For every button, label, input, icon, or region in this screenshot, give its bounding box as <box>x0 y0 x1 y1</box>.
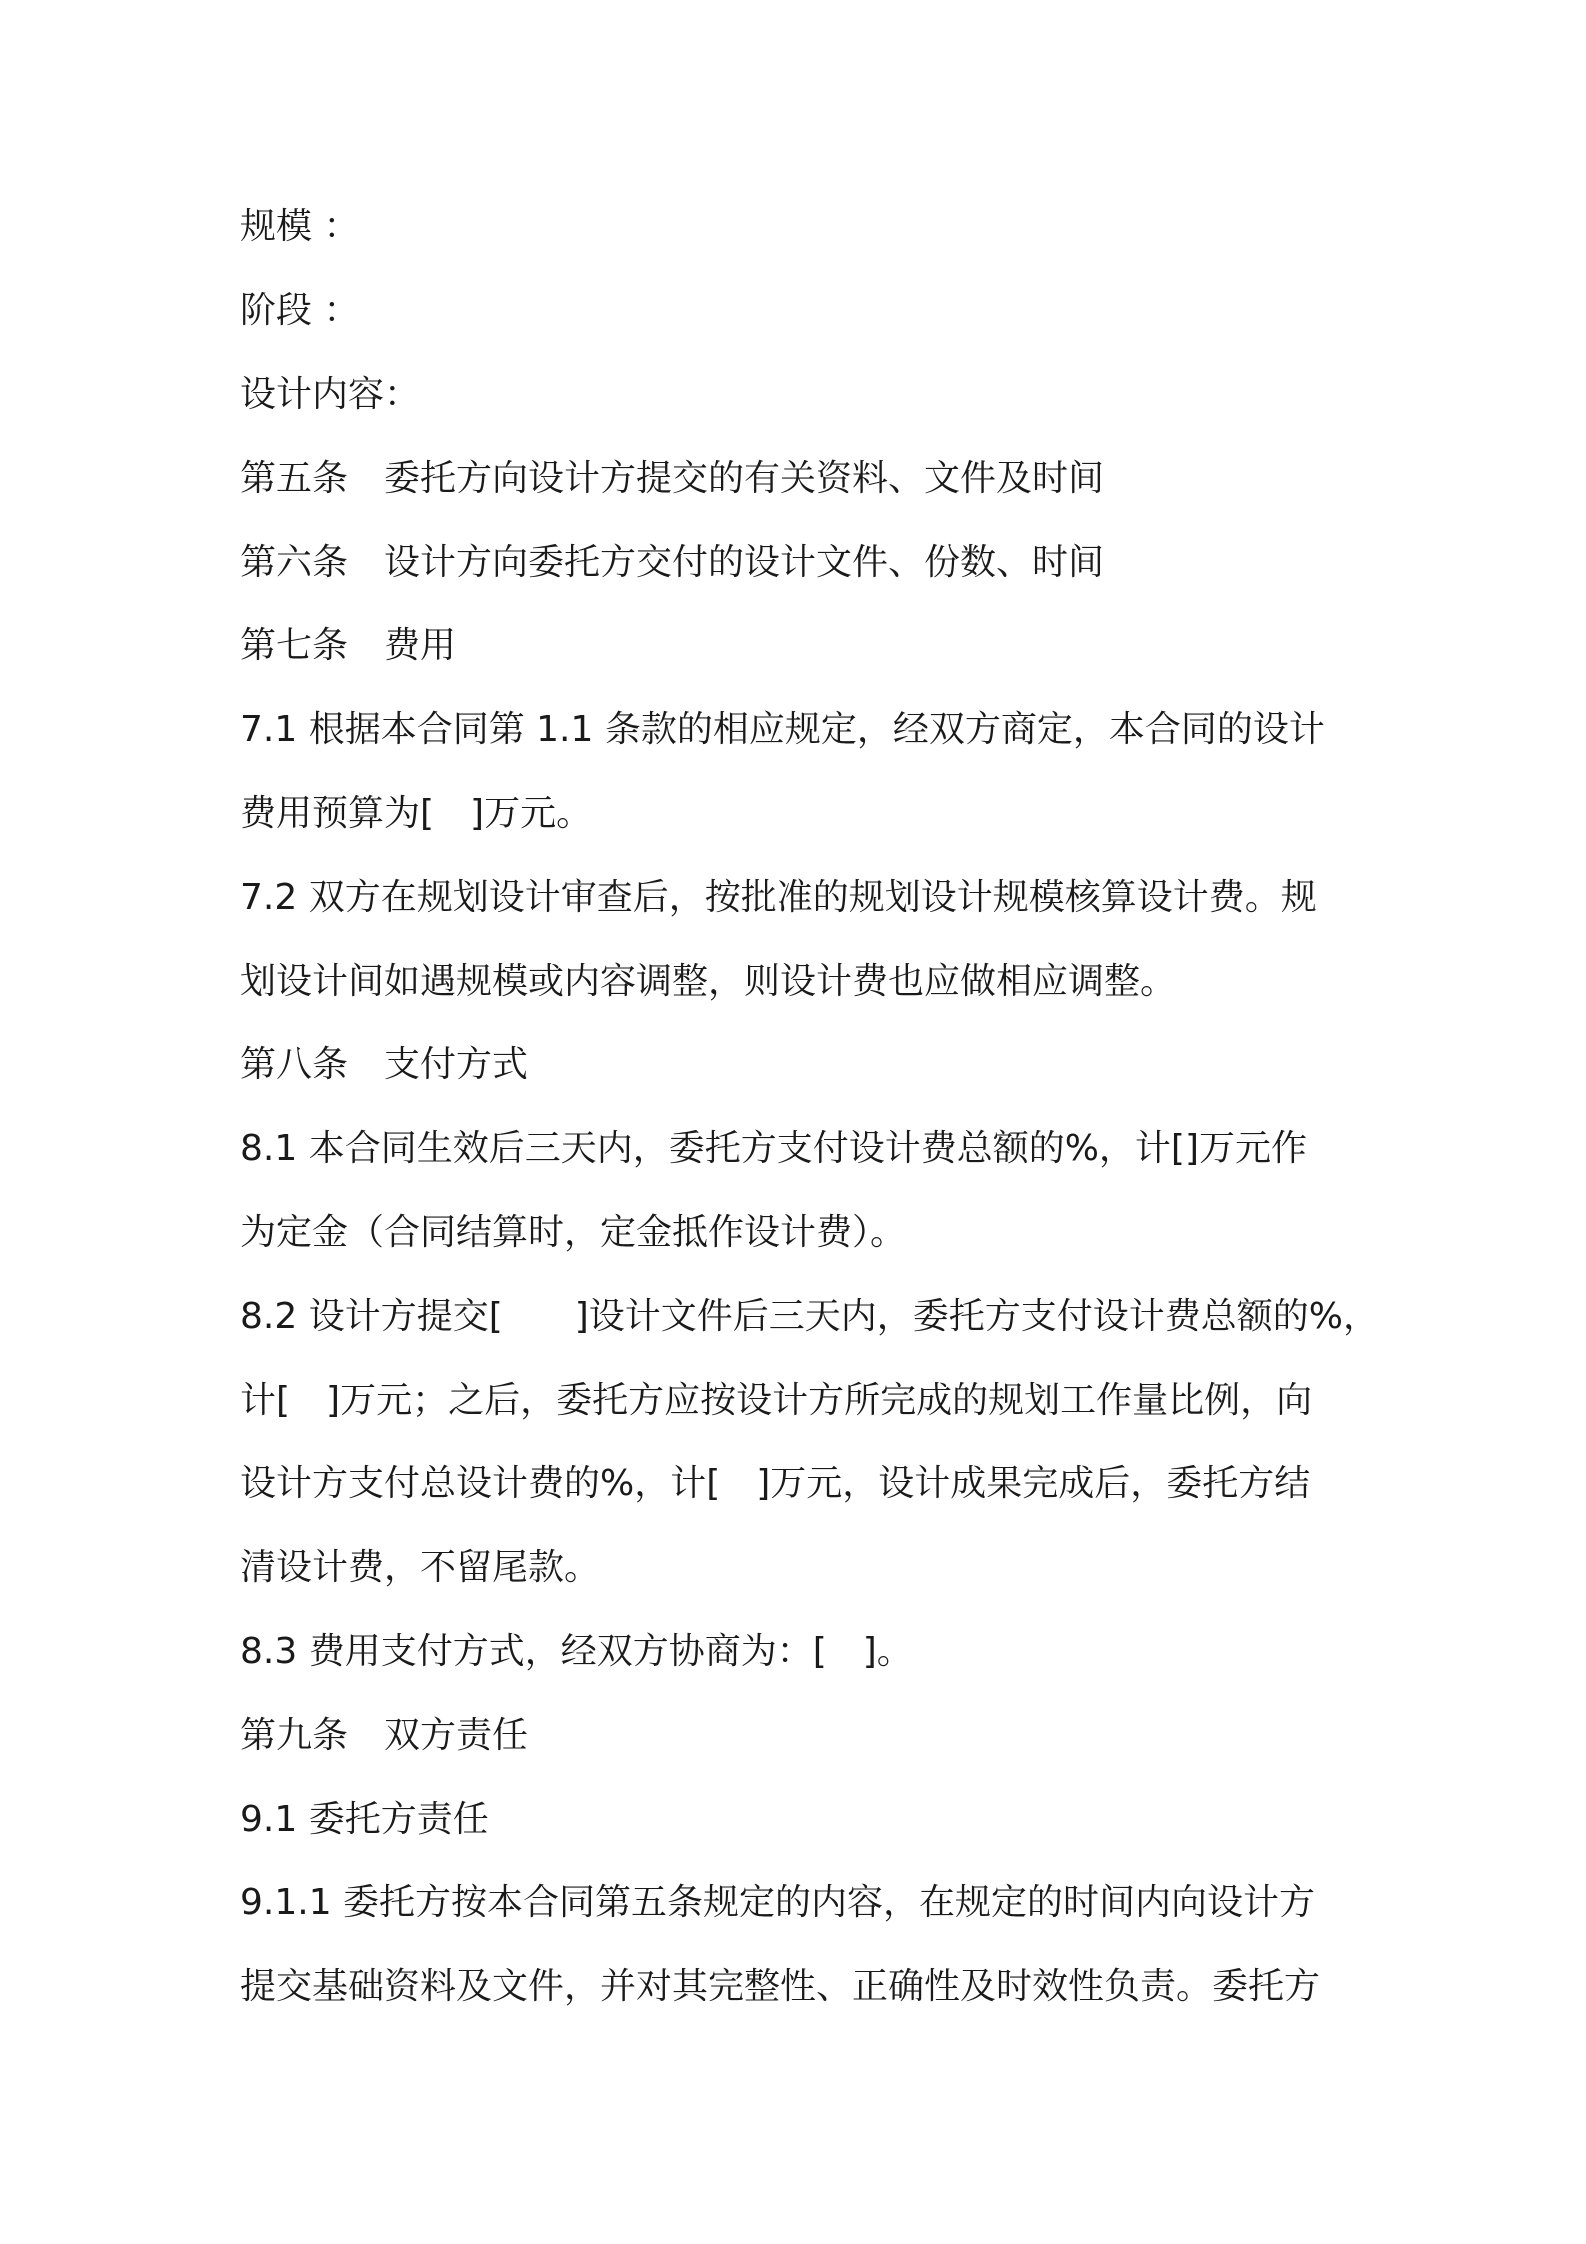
clause-8-2-line-1: 8.2 设计方提交[ ]设计文件后三天内，委托方支付设计费总额的%， <box>240 1296 1379 1337</box>
article-8-heading: 第八条 支付方式 <box>240 1044 529 1085</box>
clause-7-1-line-1: 7.1 根据本合同第 1.1 条款的相应规定，经双方商定，本合同的设计 <box>240 709 1325 750</box>
clause-8-2-line-3: 设计方支付总设计费的%，计[ ]万元，设计成果完成后，委托方结 <box>240 1463 1311 1504</box>
article-5-heading: 第五条 委托方向设计方提交的有关资料、文件及时间 <box>240 458 1105 499</box>
clause-8-3: 8.3 费用支付方式，经双方协商为：[ ]。 <box>240 1631 913 1672</box>
clause-7-2-line-1: 7.2 双方在规划设计审查后，按批准的规划设计规模核算设计费。规 <box>240 877 1317 918</box>
clause-9-1-heading: 9.1 委托方责任 <box>240 1799 489 1840</box>
clause-8-1-line-2: 为定金（合同结算时，定金抵作设计费）。 <box>240 1212 907 1253</box>
clause-7-1-line-2: 费用预算为[ ]万元。 <box>240 793 593 834</box>
field-design-content: 设计内容： <box>240 374 421 415</box>
clause-8-2-line-4: 清设计费，不留尾款。 <box>240 1547 601 1588</box>
article-7-heading: 第七条 费用 <box>240 625 457 666</box>
article-9-heading: 第九条 双方责任 <box>240 1715 529 1756</box>
clause-9-1-1-line-1: 9.1.1 委托方按本合同第五条规定的内容，在规定的时间内向设计方 <box>240 1882 1316 1923</box>
clause-9-1-1-line-2: 提交基础资料及文件，并对其完整性、正确性及时效性负责。委托方 <box>240 1966 1321 2007</box>
clause-8-1-line-1: 8.1 本合同生效后三天内，委托方支付设计费总额的%，计[]万元作 <box>240 1128 1307 1169</box>
article-6-heading: 第六条 设计方向委托方交付的设计文件、份数、时间 <box>240 542 1105 583</box>
clause-7-2-line-2: 划设计间如遇规模或内容调整，则设计费也应做相应调整。 <box>240 961 1177 1002</box>
field-scale: 规模 ： <box>240 206 360 247</box>
field-stage: 阶段 ： <box>240 290 360 331</box>
clause-8-2-line-2: 计[ ]万元；之后，委托方应按设计方所完成的规划工作量比例，向 <box>240 1380 1313 1421</box>
